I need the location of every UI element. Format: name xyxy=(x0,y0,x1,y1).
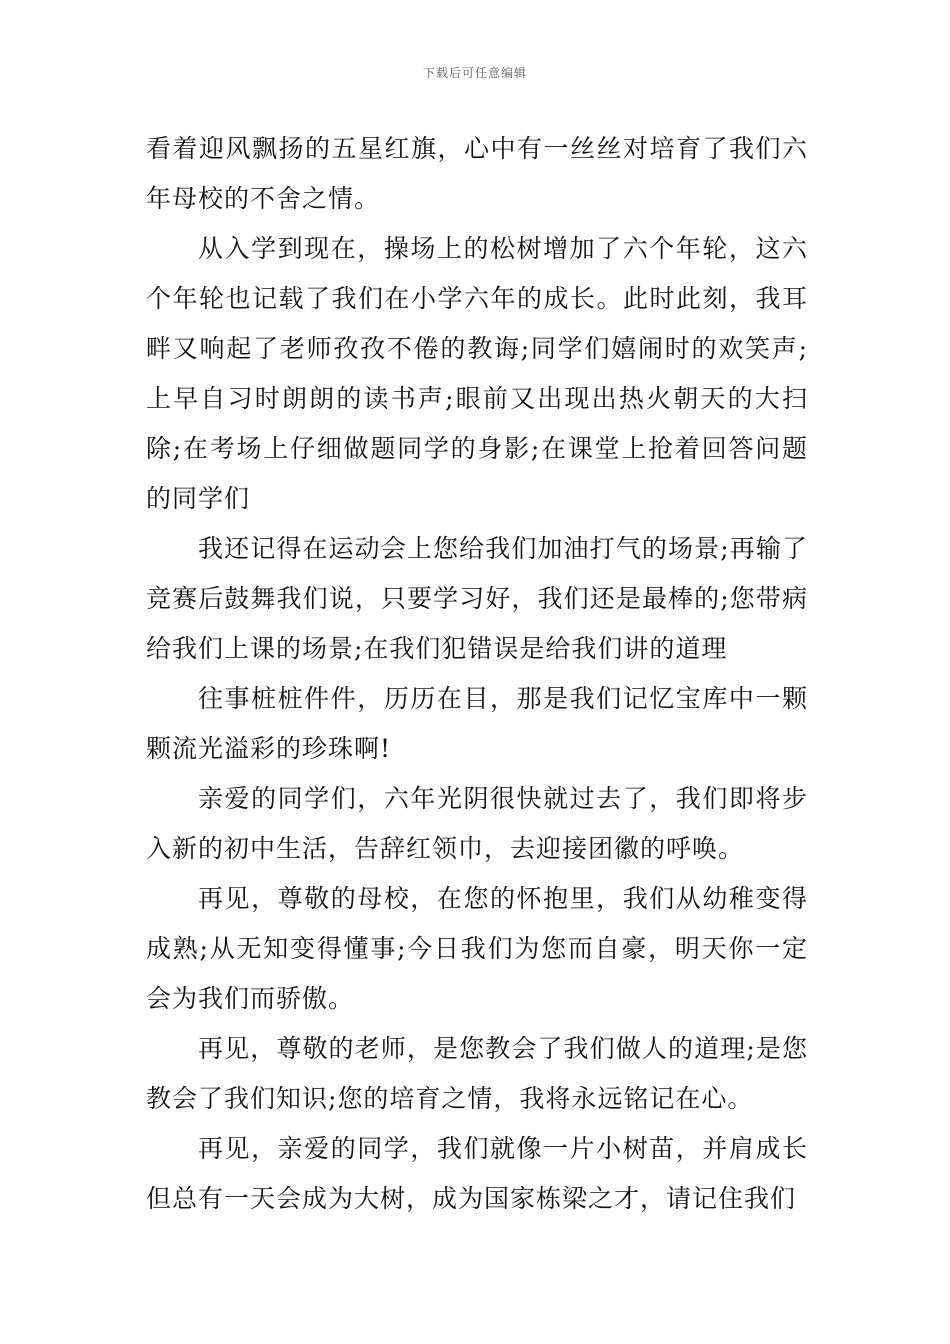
paragraph-7: 再见，尊敬的老师，是您教会了我们做人的道理;是您教会了我们知识;您的培育之情，我将永远铭记在心。 xyxy=(146,1034,808,1113)
paragraph-3: 我还记得在运动会上您给我们加油打气的场景;再输了竞赛后鼓舞我们说，只要学习好，我们还是最棒的;您带病给我们上课的场景;在我们犯错误是给我们讲的道理 xyxy=(146,534,808,663)
page-header: 下载后可任意编辑 xyxy=(422,66,527,80)
paragraph-4: 往事桩桩件件，历历在目，那是我们记忆宝库中一颗颗流光溢彩的珍珠啊! xyxy=(146,684,808,763)
paragraph-5: 亲爱的同学们，六年光阴很快就过去了，我们即将步入新的初中生活，告辞红领巾，去迎接团徽的呼唤。 xyxy=(146,784,808,863)
document-body xyxy=(146,124,808,1224)
paragraph-8: 再见，亲爱的同学，我们就像一片小树苗，并肩成长但总有一天会成为大树，成为国家栋梁之才，请记住我们 xyxy=(146,1134,808,1213)
paragraph-1: 看着迎风飘扬的五星红旗，心中有一丝丝对培育了我们六年母校的不舍之情。 xyxy=(146,134,808,213)
paragraph-6: 再见，尊敬的母校，在您的怀抱里，我们从幼稚变得成熟;从无知变得懂事;今日我们为您而自豪，明天你一定会为我们而骄傲。 xyxy=(146,884,808,1013)
paragraph-2: 从入学到现在，操场上的松树增加了六个年轮，这六个年轮也记载了我们在小学六年的成长。此时此刻，我耳畔又响起了老师孜孜不倦的教诲;同学们嬉闹时的欢笑声;上早自习时朗朗的读书声;眼前又出现出热火朝天的大扫除;在考场上仔细做题同学的身影;在课堂上抢着回答问题的同学们 xyxy=(146,234,808,513)
